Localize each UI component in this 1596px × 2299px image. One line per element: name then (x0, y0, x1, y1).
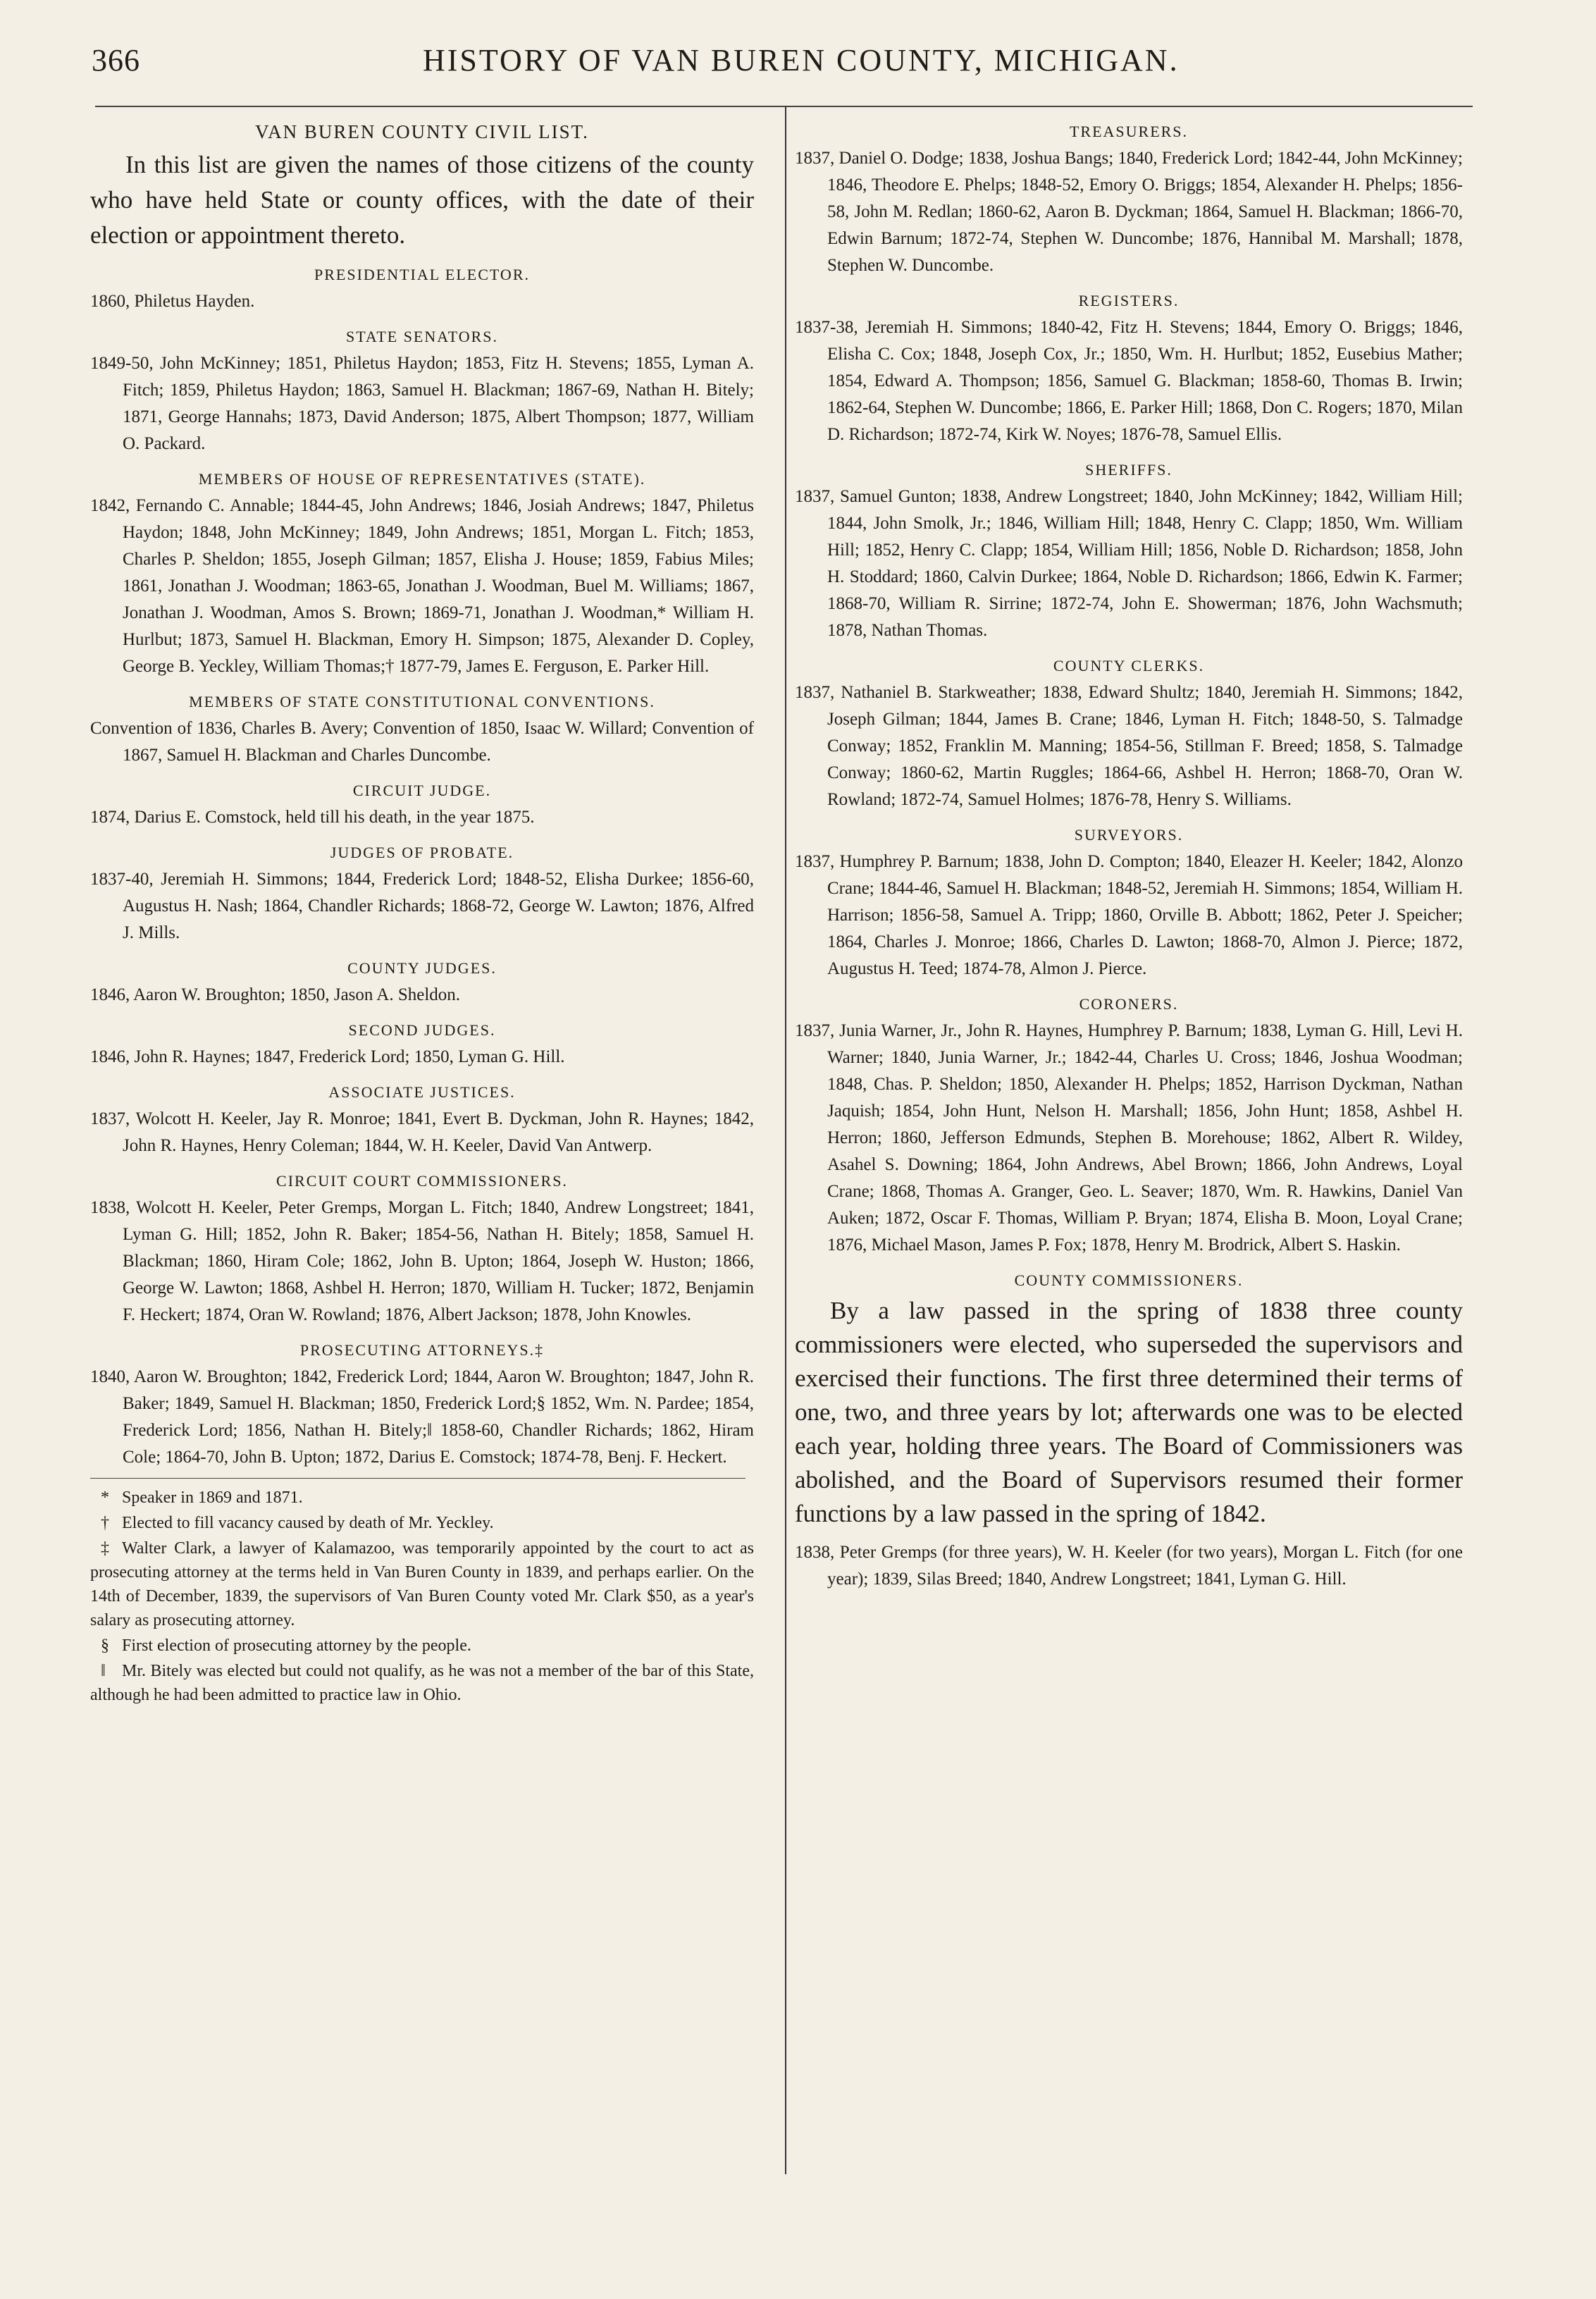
section-title: VAN BUREN COUNTY CIVIL LIST. (255, 121, 589, 142)
heading-judges-of-probate: JUDGES OF PROBATE. (330, 844, 514, 861)
entry-prosecuting-attorneys: 1840, Aaron W. Broughton; 1842, Frederick Lord; 1844, Aaron W. Broughton; 1847, John R. Baker; 1849, Samuel H. Blackman; 1850, Frederick Lord;§ 1852, Wm. N. Pardee; 1854, Frederick Lord; 1856, Nathan H. Bitely;‖ 1858-60, Chandler Richards; 1862, Hiram Cole; 1864-70, John B. Upton; 1872, Darius E. Comstock; 1874-78, Benj. F. Heckert. (90, 1367, 754, 1467)
entry-county-judges: 1846, Aaron W. Broughton; 1850, Jason A. Sheldon. (90, 985, 461, 1004)
intro-paragraph: In this list are given the names of those citizens of the county who have held State or county offices, with the date of their election or appointment thereto. (90, 151, 754, 249)
footnote-mark: ‖ (101, 1662, 106, 1680)
entry-surveyors: 1837, Humphrey P. Barnum; 1838, John D. Compton; 1840, Eleazer H. Keeler; 1842, Alonzo Crane; 1844-46, Samuel H. Blackman; 1848-52, Jeremiah H. Simmons; 1854, William H. Harrison; 1856-58, Samuel A. Tripp; 1860, Orville B. Abbott; 1862, Peter J. Speicher; 1864, Charles J. Monroe; 1866, Charles D. Lawton; 1868-70, Almon J. Pierce; 1872, Augustus H. Teed; 1874-78, Almon J. Pierce. (795, 852, 1463, 978)
entry-presidential-elector: 1860, Philetus Hayden. (90, 292, 255, 311)
entry-state-senators: 1849-50, John McKinney; 1851, Philetus Haydon; 1853, Fitz H. Stevens; 1855, Lyman A. Fitch; 1859, Philetus Haydon; 1863, Samuel H. Blackman; 1867-69, Nathan H. Bitely; 1871, George Hannahs; 1873, David Anderson; 1875, Albert Thompson; 1877, William O. Packard. (90, 354, 754, 453)
heading-sheriffs: SHERIFFS. (1085, 461, 1173, 479)
footnote-text: First election of prosecuting attorney by the people. (122, 1637, 471, 1655)
entry-treasurers: 1837, Daniel O. Dodge; 1838, Joshua Bangs; 1840, Frederick Lord; 1842-44, John McKinney; 1846, Theodore E. Phelps; 1848-52, Emory O. Briggs; 1854, Alexander H. Phelps; 1856-58, John M. Redlan; 1860-62, Aaron B. Dyckman; 1864, Samuel H. Blackman; 1866-70, Edwin Barnum; 1872-74, Stephen W. Duncombe; 1876, Hannibal M. Marshall; 1878, Stephen W. Duncombe. (795, 149, 1463, 275)
footnote-mark: † (101, 1514, 109, 1532)
heading-second-judges: SECOND JUDGES. (348, 1021, 496, 1039)
footnote-text: Walter Clark, a lawyer of Kalamazoo, was temporarily appointed by the court to act as prosecuting attorney at the terms held in Van Buren County in 1839, and perhaps earlier. On the 14th of December, 1839, the supervisors of Van Buren County voted Mr. Clark $50, as a year's salary as prosecuting attorney. (90, 1539, 754, 1629)
entry-county-commissioners: 1838, Peter Gremps (for three years), W. H. Keeler (for two years), Morgan L. Fitch (for one year); 1839, Silas Breed; 1840, Andrew Longstreet; 1841, Lyman G. Hill. (795, 1543, 1463, 1589)
heading-county-commissioners: COUNTY COMMISSIONERS. (1014, 1271, 1244, 1289)
heading-state-senators: STATE SENATORS. (345, 328, 499, 345)
entry-circuit-judge: 1874, Darius E. Comstock, held till his death, in the year 1875. (90, 808, 535, 827)
entry-coroners: 1837, Junia Warner, Jr., John R. Haynes, Humphrey P. Barnum; 1838, Lyman G. Hill, Levi H. Warner; 1840, Junia Warner, Jr.; 1842-44, Charles U. Cross; 1846, Joshua Woodman; 1848, Chas. P. Sheldon; 1850, Alexander H. Phelps; 1852, Harrison Dyckman, Nathan Jaquish; 1854, John Hunt, Nelson H. Marshall; 1856, John Hunt; 1858, Ashbel H. Herron; 1860, Jefferson Edmunds, Stephen B. Morehouse; 1862, Albert R. Wildey, Asahel S. Downing; 1864, John Andrews, Abel Brown; 1866, John Andrews, Loyal Crane; 1868, Thomas A. Granger, Geo. L. Seaver; 1870, Wm. R. Hawkins, Daniel Van Auken; 1872, Oscar F. Thomas, William P. Bryan; 1874, Elisha B. Moon, Loyal Crane; 1876, Michael Mason, James P. Fox; 1878, Henry M. Brodrick, Albert S. Haskin. (795, 1021, 1463, 1255)
heading-presidential-elector: PRESIDENTIAL ELECTOR. (314, 266, 530, 283)
footnote-text: Speaker in 1869 and 1871. (122, 1489, 303, 1507)
heading-house-representatives: MEMBERS OF HOUSE OF REPRESENTATIVES (STATE). (198, 470, 646, 488)
heading-prosecuting-attorneys: PROSECUTING ATTORNEYS.‡ (299, 1341, 545, 1359)
commissioners-paragraph: By a law passed in the spring of 1838 three county commissioners were elected, who superseded the supervisors and exercised their functions. The first three determined their terms of one, two, and three years by lot; afterwards one was to be elected each year, holding three years. The Board of Commissioners was abolished, and the Board of Supervisors resumed their former functions by a law passed in the spring of 1842. (795, 1297, 1463, 1527)
entry-house-representatives: 1842, Fernando C. Annable; 1844-45, John Andrews; 1846, Josiah Andrews; 1847, Philetus Haydon; 1848, John McKinney; 1849, John Andrews; 1851, Morgan L. Fitch; 1853, Charles P. Sheldon; 1855, Joseph Gilman; 1857, Elisha J. House; 1859, Fabius Miles; 1861, Jonathan J. Woodman; 1863-65, Jonathan J. Woodman, Buel M. Williams; 1867, Jonathan J. Woodman, Amos S. Brown; 1869-71, Jonathan J. Woodman,* William H. Hurlbut; 1873, Samuel H. Blackman, Emory H. Simpson; 1875, Alexander D. Copley, George B. Yeckley, William Thomas;† 1877-79, James E. Ferguson, E. Parker Hill. (90, 496, 754, 676)
entry-county-clerks: 1837, Nathaniel B. Starkweather; 1838, Edward Shultz; 1840, Jeremiah H. Simmons; 1842, Joseph Gilman; 1844, James B. Crane; 1846, Lyman H. Fitch; 1848-50, S. Talmadge Conway; 1852, Franklin M. Manning; 1854-56, Stillman F. Breed; 1858, S. Talmadge Conway; 1860-62, Martin Ruggles; 1864-66, Ashbel H. Herron; 1868-70, Oran W. Rowland; 1872-74, Samuel Holmes; 1876-78, Henry S. Williams. (795, 683, 1463, 809)
heading-constitutional-conventions: MEMBERS OF STATE CONSTITUTIONAL CONVENTIONS. (189, 693, 655, 710)
heading-county-clerks: COUNTY CLERKS. (1053, 657, 1205, 674)
entry-constitutional-conventions: Convention of 1836, Charles B. Avery; Convention of 1850, Isaac W. Willard; Convention of 1867, Samuel H. Blackman and Charles Duncombe. (90, 719, 754, 765)
footnote (90, 1536, 754, 1632)
footnote (90, 1634, 754, 1658)
entry-registers: 1837-38, Jeremiah H. Simmons; 1840-42, Fitz H. Stevens; 1844, Emory O. Briggs; 1846, Elisha C. Cox; 1848, Joseph Cox, Jr.; 1850, Wm. H. Hurlbut; 1852, Eusebius Mather; 1854, Edward A. Thompson; 1856, Samuel G. Blackman; 1858-60, Thomas B. Irwin; 1862-64, Stephen W. Duncombe; 1866, E. Parker Hill; 1868, Don C. Rogers; 1870, Milan D. Richardson; 1872-74, Kirk W. Noyes; 1876-78, Samuel Ellis. (795, 318, 1463, 444)
heading-surveyors: SURVEYORS. (1074, 826, 1184, 844)
left-column (90, 121, 754, 1708)
entry-sheriffs: 1837, Samuel Gunton; 1838, Andrew Longstreet; 1840, John McKinney; 1842, William Hill; 1844, John Smolk, Jr.; 1846, William Hill; 1848, Henry C. Clapp; 1850, Wm. William Hill; 1852, Henry C. Clapp; 1854, William Hill; 1856, Noble D. Richardson; 1858, John H. Stoddard; 1860, Calvin Durkee; 1864, Noble D. Richardson; 1866, Edwin K. Farmer; 1868-70, William R. Sirrine; 1872-74, John E. Showerman; 1876, John Wachsmuth; 1878, Nathan Thomas. (795, 487, 1463, 640)
heading-coroners: CORONERS. (1079, 995, 1179, 1013)
column-divider (785, 106, 786, 2174)
footnote (90, 1659, 754, 1707)
heading-circuit-judge: CIRCUIT JUDGE. (352, 782, 492, 799)
heading-county-judges: COUNTY JUDGES. (347, 959, 497, 977)
heading-registers: REGISTERS. (1078, 292, 1180, 309)
footnote-mark: § (101, 1637, 109, 1655)
right-column (795, 121, 1463, 1596)
footnotes-rule (90, 1478, 746, 1479)
footnote-mark: ‡ (101, 1539, 109, 1558)
footnote-text: Mr. Bitely was elected but could not qualify, as he was not a member of the bar of this State, although he had been admitted to practice law in Ohio. (90, 1662, 754, 1704)
entry-circuit-court-commissioners: 1838, Wolcott H. Keeler, Peter Gremps, Morgan L. Fitch; 1840, Andrew Longstreet; 1841, Lyman G. Hill; 1852, John R. Baker; 1854-56, Nathan H. Bitely; 1858, Samuel H. Blackman; 1860, Hiram Cole; 1862, John B. Upton; 1864, Joseph W. Huston; 1866, George W. Lawton; 1868, Ashbel H. Herron; 1870, William H. Tucker; 1872, Benjamin F. Heckert; 1874, Oran W. Rowland; 1876, Albert Jackson; 1878, John Knowles. (90, 1198, 754, 1324)
running-title: HISTORY OF VAN BUREN COUNTY, MICHIGAN. (423, 43, 1180, 78)
page-number: 366 (92, 43, 140, 78)
header-rule (95, 106, 1473, 107)
footnote (90, 1511, 754, 1535)
entry-associate-justices: 1837, Wolcott H. Keeler, Jay R. Monroe; 1841, Evert B. Dyckman, John R. Haynes; 1842, John R. Haynes, Henry Coleman; 1844, W. H. Keeler, David Van Antwerp. (90, 1109, 754, 1155)
entry-judges-of-probate: 1837-40, Jeremiah H. Simmons; 1844, Frederick Lord; 1848-52, Elisha Durkee; 1856-60, Augustus H. Nash; 1864, Chandler Richards; 1868-72, George W. Lawton; 1876, Alfred J. Mills. (90, 870, 754, 942)
footnote-text: Elected to fill vacancy caused by death of Mr. Yeckley. (122, 1514, 494, 1532)
heading-associate-justices: ASSOCIATE JUSTICES. (328, 1083, 516, 1101)
heading-treasurers: TREASURERS. (1069, 123, 1189, 140)
heading-circuit-court-commissioners: CIRCUIT COURT COMMISSIONERS. (276, 1172, 568, 1190)
footnote (90, 1486, 754, 1510)
footnote-mark: * (101, 1489, 109, 1507)
entry-second-judges: 1846, John R. Haynes; 1847, Frederick Lord; 1850, Lyman G. Hill. (90, 1047, 565, 1066)
